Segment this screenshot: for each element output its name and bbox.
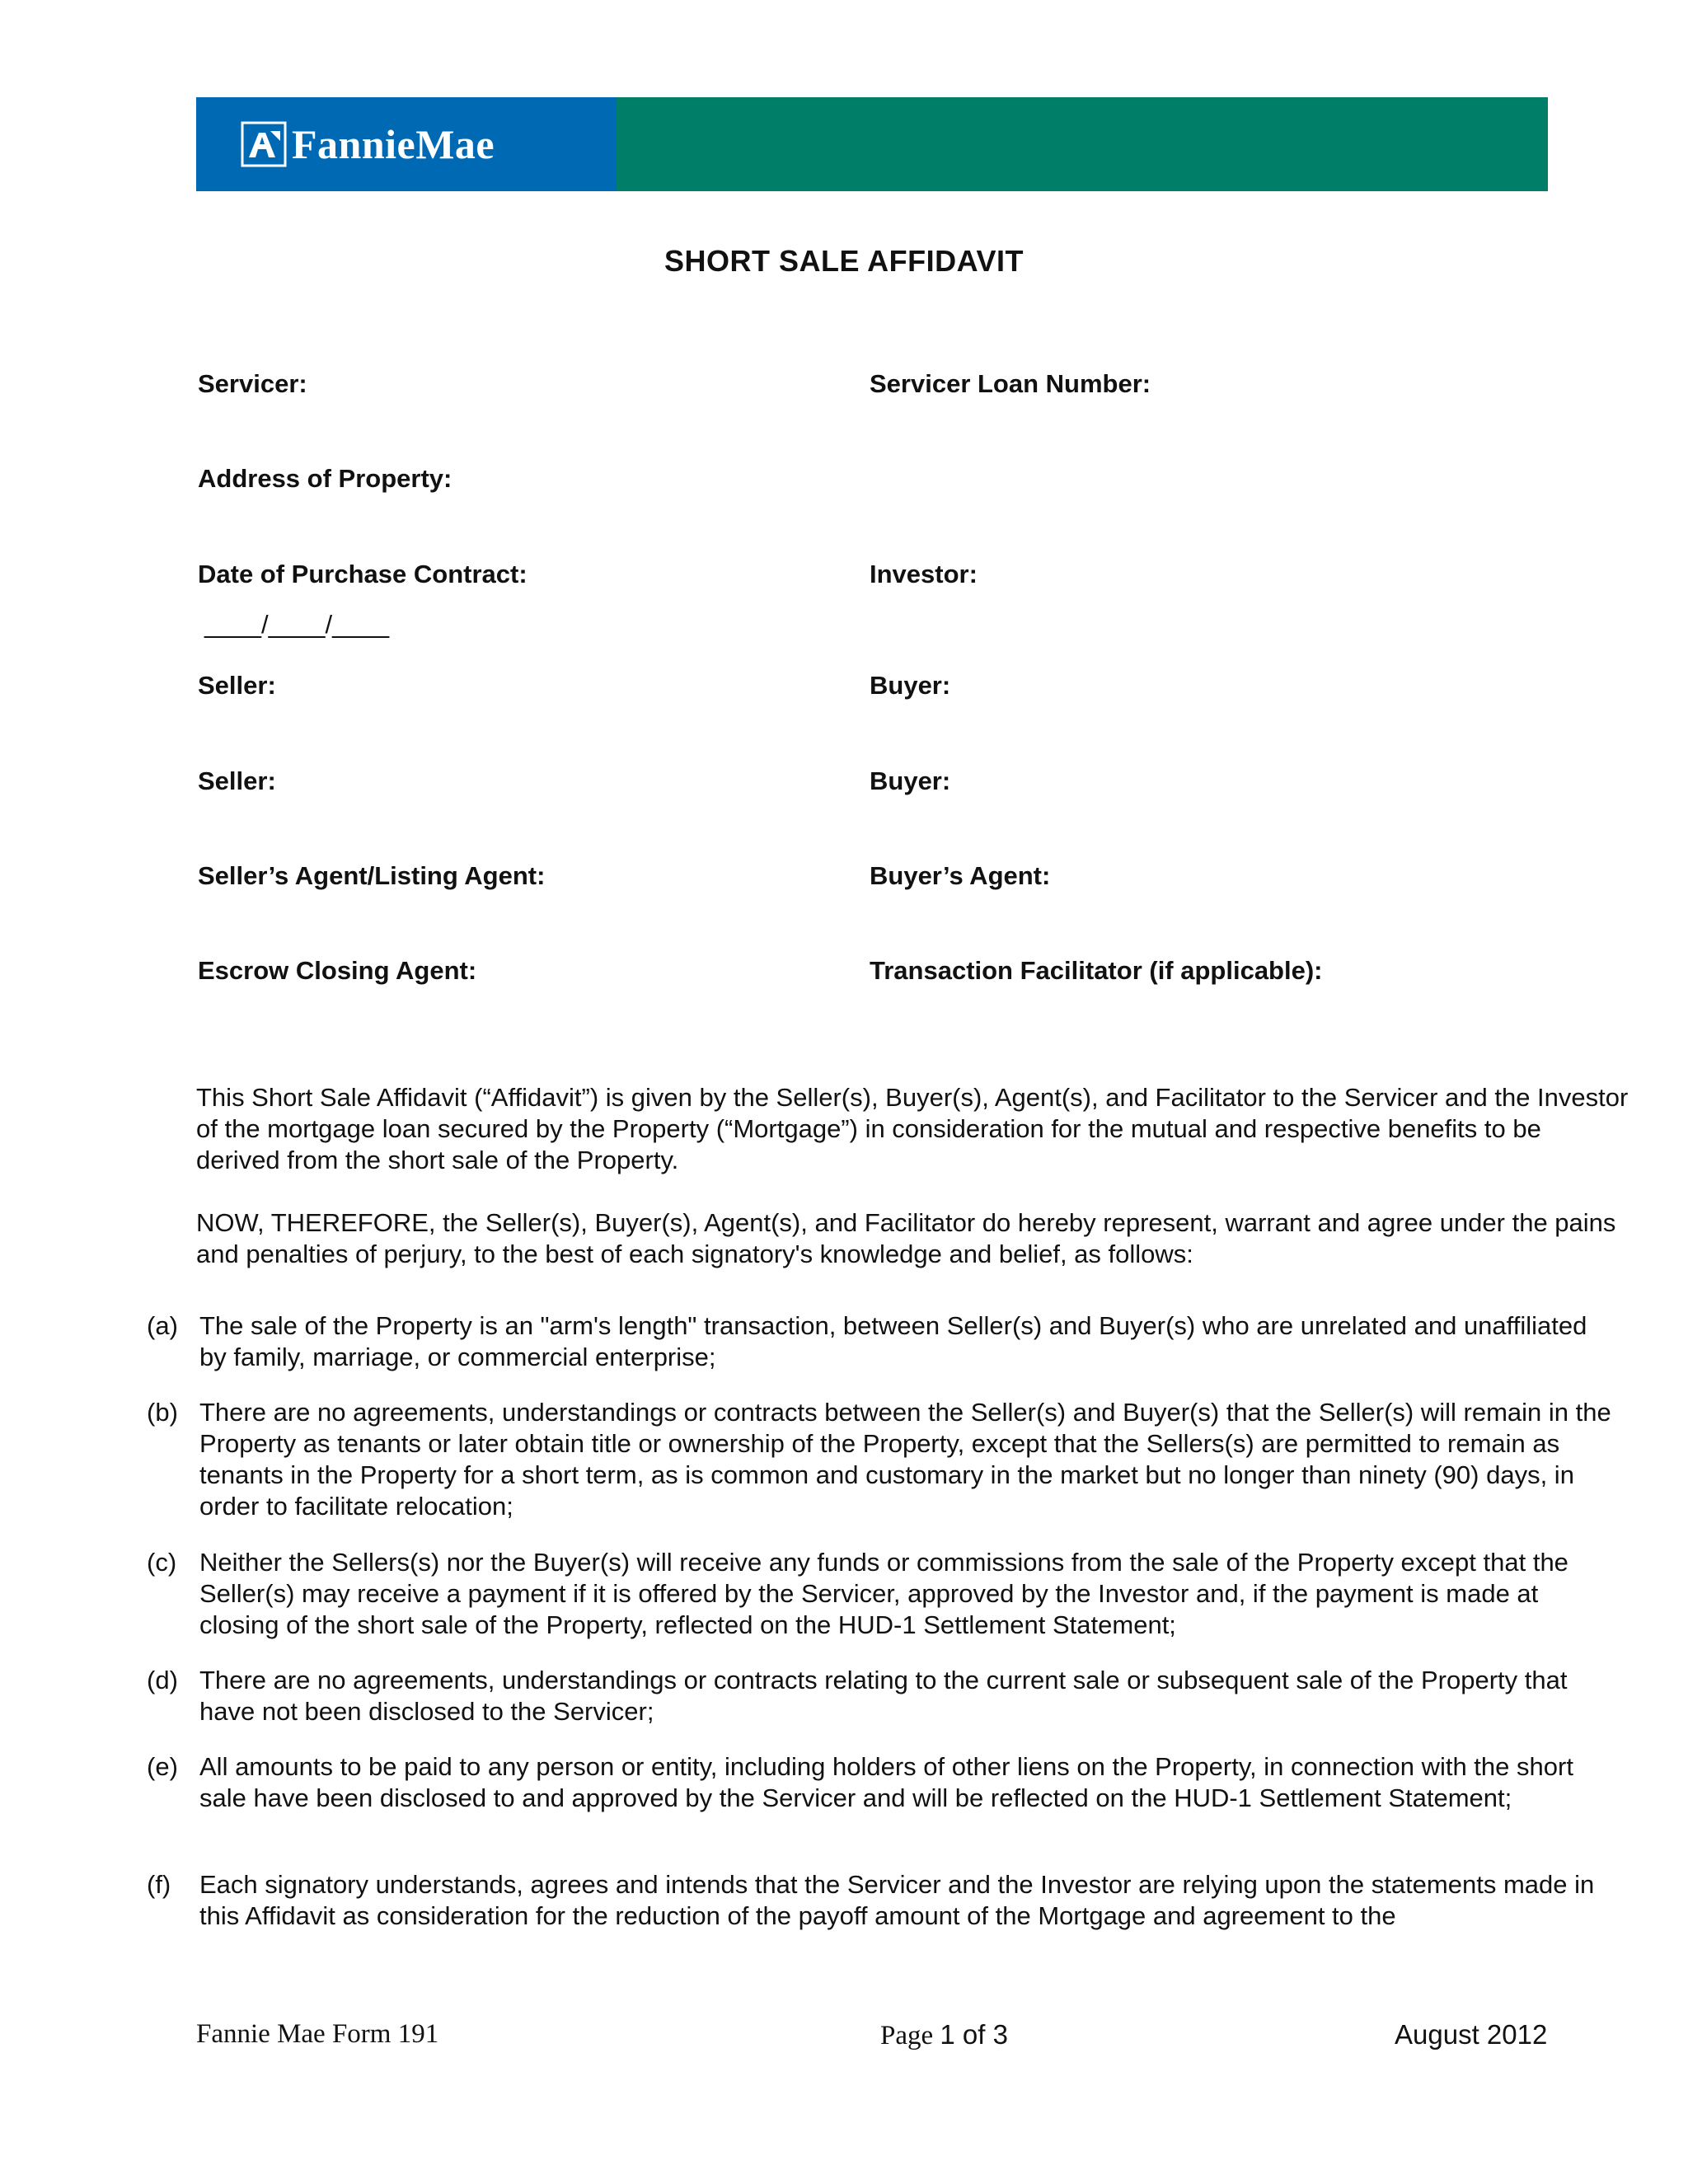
- seller-2-label: Seller:: [198, 766, 276, 795]
- footer-page-number: 1 of 3: [940, 2019, 1008, 2050]
- page-title: SHORT SALE AFFIDAVIT: [664, 244, 1024, 278]
- item-text: Each signatory understands, agrees and intends that the Servicer and the Investor are relying upon the statements made in this Affidavit as consideration for the reduction of the payoff amount of the Mortgage and agreement to the: [199, 1870, 1595, 1930]
- servicer-loan-number-label: Servicer Loan Number:: [870, 369, 1151, 398]
- facilitator-field: [870, 956, 1323, 986]
- buyer-1-field: [870, 671, 950, 701]
- escrow-agent-label: Escrow Closing Agent:: [198, 956, 477, 985]
- item-text: All amounts to be paid to any person or entity, including holders of other liens on the Property, in connection with the short sale have been disclosed to and approved by the Servicer and will be reflected on the HUD-1 Settlement Statement;: [199, 1752, 1573, 1812]
- buyer-agent-label: Buyer’s Agent:: [870, 861, 1051, 890]
- investor-label: Investor:: [870, 560, 978, 588]
- item-marker: (d): [147, 1666, 178, 1694]
- now-therefore-paragraph: NOW, THEREFORE, the Seller(s), Buyer(s), Agent(s), and Facilitator do hereby represent, warrant and agree under the pains and penalties of perjury, to the best of each signatory's knowledge and belief, as follows:: [196, 1208, 1616, 1268]
- item-text: Neither the Sellers(s) nor the Buyer(s) will receive any funds or commissions from the sale of the Property except that the Seller(s) may receive a payment if it is offered by the Servicer, approved by the Investor and, if the payment is made at closing of the short sale of the Property, reflected on the HUD-1 Settlement Statement;: [199, 1548, 1568, 1639]
- item-marker: (c): [147, 1548, 177, 1577]
- intro-paragraph: This Short Sale Affidavit (“Affidavit”) is given by the Seller(s), Buyer(s), Agent(s), and Facilitator to the Servicer and the Investor of the mortgage loan secured by the Property (“Mortgage”) in consideration for the mutual and respective benefits to be derived from the short sale of the Property.: [196, 1083, 1629, 1174]
- fannie-mae-logo-icon: [241, 121, 287, 167]
- banner-green: [617, 97, 1548, 191]
- address-label: Address of Property:: [198, 464, 452, 493]
- item-marker: (b): [147, 1398, 178, 1427]
- footer-page: [880, 2019, 1008, 2051]
- seller-1-field: [198, 671, 276, 701]
- footer-page-prefix: Page: [880, 2021, 940, 2050]
- purchase-date-label: Date of Purchase Contract:: [198, 560, 528, 588]
- item-marker: (a): [147, 1311, 178, 1340]
- buyer-2-label: Buyer:: [870, 766, 951, 795]
- buyer-agent-field: [870, 861, 1050, 891]
- item-marker: (f): [147, 1870, 171, 1899]
- item-text: There are no agreements, understandings or contracts between the Seller(s) and Buyer(s) that the Seller(s) will remain in the Property as tenants or later obtain title or ownership of the Property, except that the Sellers(s) are permitted to remain as tenants in the Property for a short term, as is common and customary in the market but no longer than ninety (90) days, in order to facilitate relocation;: [199, 1398, 1611, 1521]
- facilitator-label: Transaction Facilitator (if applicable):: [870, 956, 1323, 985]
- seller-2-field: [198, 766, 276, 796]
- escrow-agent-field: [198, 956, 476, 986]
- logo-area: [196, 97, 617, 191]
- footer-date: August 2012: [1395, 2019, 1548, 2050]
- purchase-date-input[interactable]: ____/____/____: [204, 610, 390, 639]
- buyer-2-field: [870, 766, 950, 796]
- seller-agent-field: [198, 861, 545, 891]
- servicer-loan-number-field: [870, 369, 1151, 399]
- investor-field: [870, 560, 978, 589]
- footer-form-number: Fannie Mae Form 191: [196, 2019, 439, 2049]
- servicer-field: [198, 369, 307, 399]
- buyer-1-label: Buyer:: [870, 671, 951, 700]
- item-text: There are no agreements, understandings or contracts relating to the current sale or subsequent sale of the Property that have not been disclosed to the Servicer;: [199, 1666, 1568, 1726]
- seller-1-label: Seller:: [198, 671, 276, 700]
- servicer-label: Servicer:: [198, 369, 307, 398]
- purchase-date-field: [198, 560, 528, 589]
- item-marker: (e): [147, 1752, 178, 1781]
- brand-banner: [196, 97, 1548, 191]
- brand-name: FannieMae: [292, 121, 495, 167]
- item-text: The sale of the Property is an "arm's length" transaction, between Seller(s) and Buyer(s) who are unrelated and unaffiliated by family, marriage, or commercial enterprise;: [199, 1311, 1587, 1371]
- address-field: [198, 464, 452, 494]
- seller-agent-label: Seller’s Agent/Listing Agent:: [198, 861, 546, 890]
